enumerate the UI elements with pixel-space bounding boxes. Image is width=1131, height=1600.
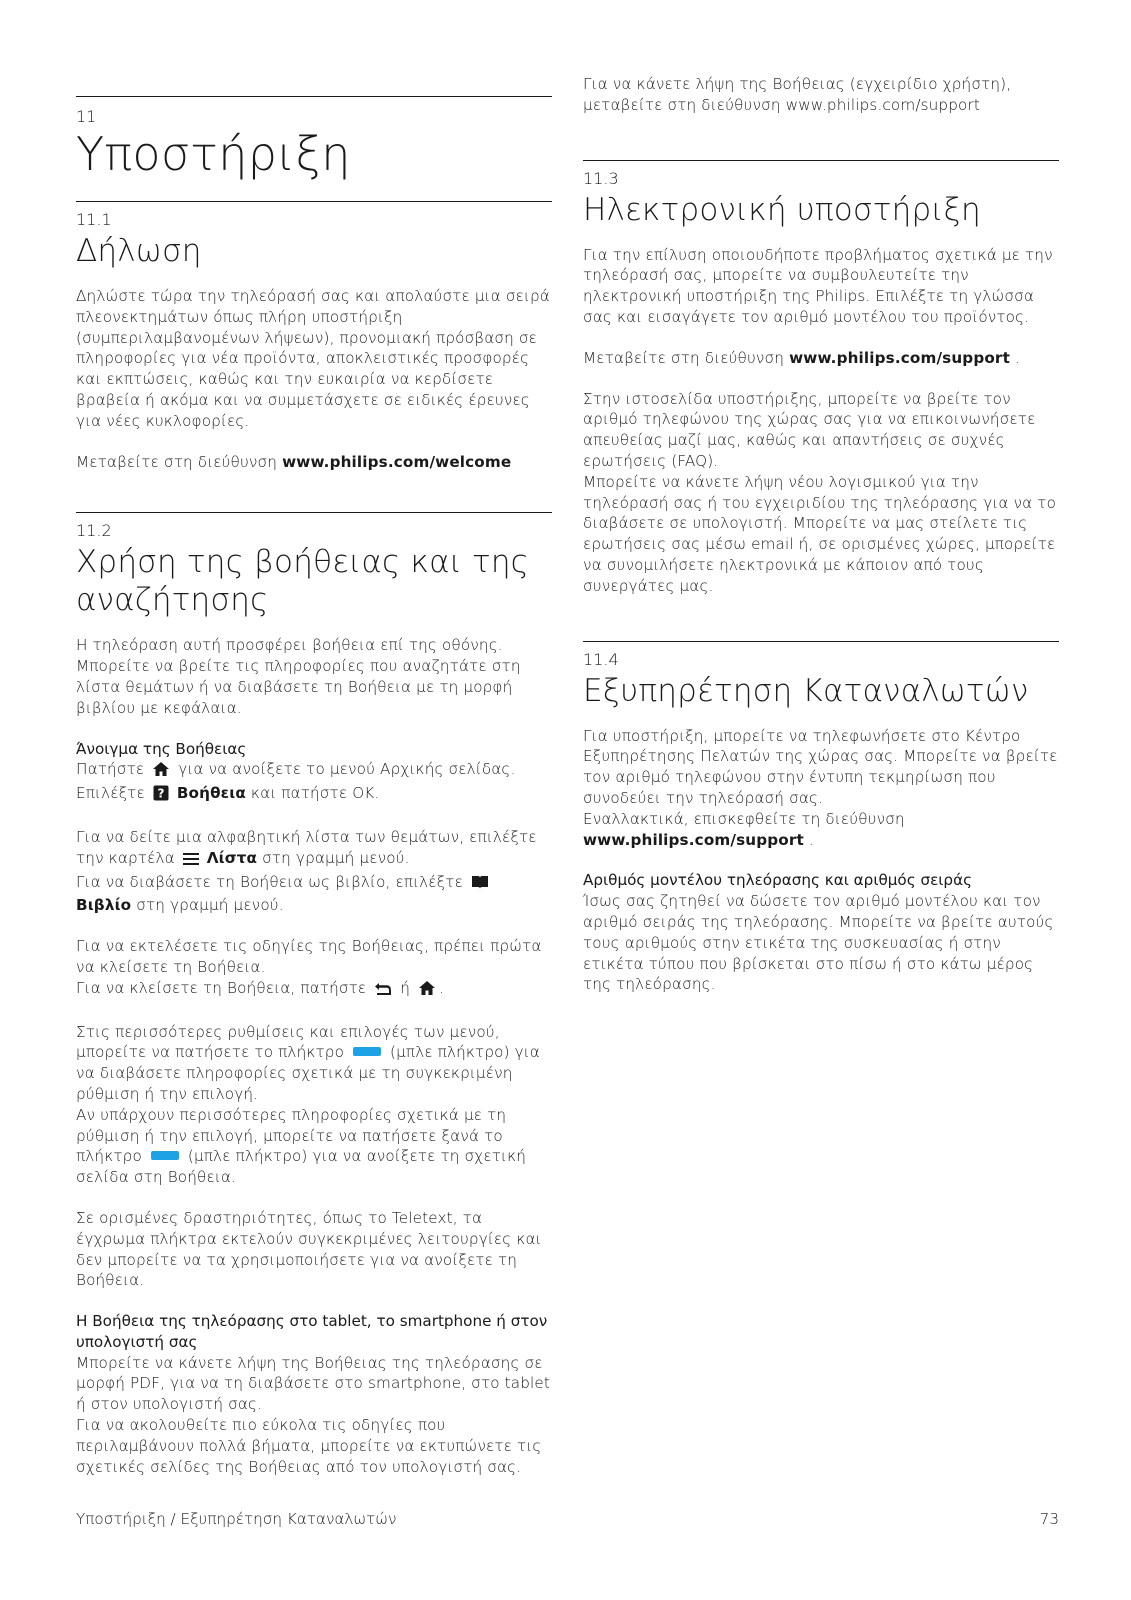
text: . bbox=[1010, 348, 1020, 367]
text: Μεταβείτε στη διεύθυνση bbox=[583, 348, 790, 367]
text: στη γραμμή μενού. bbox=[262, 848, 410, 867]
print-paragraph: Για να ακολουθείτε πιο εύκολα τις οδηγίες που περιλαμβάνουν πολλά βήματα, μπορείτε να εκτυπώνετε τις σχετικές σελίδες της Βοήθειας από τον υπολογιστή σας. bbox=[76, 1416, 542, 1476]
svg-text:?: ? bbox=[157, 786, 165, 801]
text: στη γραμμή μενού. bbox=[136, 896, 284, 915]
section-number: 11.1 bbox=[76, 210, 112, 229]
chapter-rule bbox=[76, 96, 552, 97]
download-help-paragraph: Για να κάνετε λήψη της Βοήθειας (εγχειρίδιο χρήστη), μεταβείτε στη διεύθυνση www.philips.com/support bbox=[583, 75, 1012, 114]
home-icon bbox=[152, 761, 170, 783]
close-help-paragraph: Για να εκτελέσετε τις οδηγίες της Βοήθειας, πρέπει πρώτα να κλείσετε τη Βοήθεια. bbox=[76, 937, 542, 976]
book-icon bbox=[471, 875, 489, 896]
tablet-help-heading: Η Βοήθεια της τηλεόρασης στο tablet, το smartphone ή στον υπολογιστή σας bbox=[76, 1312, 548, 1351]
ok-label: OK bbox=[352, 784, 375, 803]
text: Πατήστε bbox=[76, 760, 145, 779]
back-icon bbox=[374, 981, 392, 1002]
open-help-line-1 bbox=[76, 759, 552, 783]
consumer-link-paragraph bbox=[583, 830, 1059, 851]
text: για να ανοίξετε το μενού Αρχικής σελίδας. bbox=[178, 760, 516, 779]
help-label: Βοήθεια bbox=[176, 784, 246, 803]
teletext-paragraph: Σε ορισμένες δραστηριότητες, όπως το Teletext, τα έγχρωμα πλήκτρα εκτελούν συγκεκριμένες λειτουργίες και δεν μπορείτε να τα χρησιμοποιήσετε για να ανοίξετε τη Βοήθεια. bbox=[76, 1208, 542, 1290]
text: . bbox=[803, 830, 814, 849]
section-title: Δήλωση bbox=[76, 233, 202, 269]
text: Μεταβείτε στη διεύθυνση bbox=[76, 452, 283, 471]
section-title: Εξυπηρέτηση Καταναλωτών bbox=[583, 672, 1029, 709]
support-link[interactable]: www.philips.com/support bbox=[583, 830, 804, 849]
text: (μπλε πλήκτρο) για να ανοίξετε τη σχετική σελίδα στη Βοήθεια. bbox=[76, 1147, 527, 1187]
list-icon bbox=[183, 851, 199, 872]
tablet-paragraph: Μπορείτε να κάνετε λήψη της Βοήθειας της τηλεόρασης σε μορφή PDF, για να τη διαβάσετε στο smartphone, στο tablet ή στον υπολογιστή σας. bbox=[76, 1353, 550, 1414]
text: Επιλέξτε bbox=[76, 784, 145, 803]
page-number: 73 bbox=[1039, 1510, 1059, 1528]
welcome-link[interactable]: www.philips.com/welcome bbox=[282, 452, 512, 471]
text: Αν υπάρχουν περισσότερες πληροφορίες σχετικά με τη ρύθμιση ή την επιλογή, μπορείτε να πατήσετε ξανά το πλήκτρο bbox=[76, 1105, 507, 1166]
question-icon bbox=[153, 785, 169, 807]
help-intro-paragraph: Η τηλεόραση αυτή προσφέρει βοήθεια επί της οθόνης. Μπορείτε να βρείτε τις πληροφορίες που αναζητάτε στη λίστα θεμάτων ή να διαβάσετε τη Βοήθεια με τη μορφή βιβλίου με κεφάλαια. bbox=[76, 636, 521, 717]
blue-key-more-paragraph bbox=[76, 1105, 552, 1188]
text: Για να δείτε μια αλφαβητική λίστα των θεμάτων, επιλέξτε την καρτέλα bbox=[76, 827, 537, 867]
text: (μπλε πλήκτρο) για να διαβάσετε πληροφορίες σχετικά με τη συγκεκριμένη ρύθμιση ή την επιλογή. bbox=[76, 1043, 540, 1103]
list-label: Λίστα bbox=[206, 848, 258, 867]
blue-key-icon bbox=[151, 1151, 179, 1160]
right-column bbox=[583, 74, 1059, 995]
support-page-paragraph: Στην ιστοσελίδα υποστήριξης, μπορείτε να βρείτε τον αριθμό τηλεφώνου της χώρας σας για να επικοινωνήσετε απευθείας μαζί μας, καθώς και απαντήσεις σε συχνές ερωτήσεις (FAQ). bbox=[583, 389, 1036, 470]
text: Στις περισσότερες ρυθμίσεις και επιλογές των μενού, μπορείτε να πατήσετε το πλήκτρο bbox=[76, 1022, 500, 1062]
open-help-line-2 bbox=[76, 783, 552, 807]
chapter-title: Υποστήριξη bbox=[76, 127, 351, 181]
section-rule bbox=[583, 641, 1059, 642]
text: Για να κλείσετε τη Βοήθεια, πατήστε bbox=[76, 978, 367, 997]
blue-key-paragraph bbox=[76, 1022, 552, 1105]
text: ή bbox=[400, 978, 411, 997]
text: . bbox=[439, 978, 444, 997]
section-number: 11.2 bbox=[76, 521, 112, 541]
section-number: 11.3 bbox=[583, 168, 619, 188]
book-paragraph bbox=[76, 872, 552, 917]
welcome-link-paragraph bbox=[76, 452, 552, 473]
close-help-keys-paragraph bbox=[76, 978, 552, 1002]
list-paragraph bbox=[76, 827, 552, 872]
model-serial-paragraph: Ίσως σας ζητηθεί να δώσετε τον αριθμό μοντέλου και τον αριθμό σειράς της τηλεόρασης. Μπορείτε να βρείτε αυτούς τους αριθμούς στην ετικέτα της συσκευασίας ή στην ετικέτα τύπου που βρίσκεται στο πίσω ή στο κάτω μέρος της τηλεόρασης. bbox=[583, 892, 1054, 994]
left-column bbox=[76, 96, 552, 1477]
text: . bbox=[374, 784, 380, 803]
chapter-number: 11 bbox=[76, 107, 97, 126]
footer-breadcrumb: Υποστήριξη / Εξυπηρέτηση Καταναλωτών bbox=[76, 1510, 397, 1528]
section-rule bbox=[583, 160, 1059, 161]
online-support-paragraph: Για την επίλυση οποιουδήποτε προβλήματος σχετικά με την τηλεόρασή σας, μπορείτε να συμβουλευτείτε την ηλεκτρονική υποστήριξη της Philips. Επιλέξτε τη γλώσσα σας και εισαγάγετε τον αριθμό μοντέλου του προϊόντος. bbox=[583, 245, 1053, 326]
book-label: Βιβλίο bbox=[76, 896, 132, 915]
text: Για να διαβάσετε τη Βοήθεια ως βιβλίο, επιλέξτε bbox=[76, 872, 463, 891]
home-icon bbox=[418, 980, 436, 1002]
section-rule bbox=[76, 201, 552, 202]
consumer-care-paragraph: Για υποστήριξη, μπορείτε να τηλεφωνήσετε στο Κέντρο Εξυπηρέτησης Πελατών της χώρας σας. Μπορείτε να βρείτε τον αριθμό τηλεφώνου στην έντυπη τεκμηρίωση που συνοδεύει την τηλεόρασή σας. bbox=[583, 726, 1058, 807]
blue-key-icon bbox=[353, 1047, 381, 1056]
section-title: Ηλεκτρονική υποστήριξη bbox=[583, 191, 981, 228]
section-number: 11.4 bbox=[583, 649, 619, 669]
alternative-paragraph: Εναλλακτικά, επισκεφθείτε τη διεύθυνση bbox=[583, 809, 905, 828]
support-link-paragraph bbox=[583, 348, 1059, 369]
model-serial-heading: Αριθμός μοντέλου τηλεόρασης και αριθμός σειράς bbox=[583, 871, 972, 890]
section-rule bbox=[76, 512, 552, 513]
section-title: Χρήση της βοήθειας και της αναζήτησης bbox=[76, 544, 530, 619]
support-link[interactable]: www.philips.com/support bbox=[789, 348, 1010, 367]
text: και πατήστε bbox=[250, 784, 348, 803]
registration-paragraph: Δηλώστε τώρα την τηλεόρασή σας και απολαύστε μια σειρά πλεονεκτημάτων όπως πλήρη υποστήριξη (συμπεριλαμβανομένων λήψεων), προνομιακή πρόσβαση σε πληροφορίες για νέα προϊόντα, αποκλειστικές προσφορές και εκπτώσεις, καθώς και την ευκαιρία να κερδίσετε βραβεία ή ακόμα και να συμμετάσχετε σε ειδικές έρευνες για νέες κυκλοφορίες. bbox=[76, 287, 550, 430]
software-paragraph: Μπορείτε να κάνετε λήψη νέου λογισμικού για την τηλεόρασή σας ή του εγχειριδίου της τηλεόρασης για να το διαβάσετε σε υπολογιστή. Μπορείτε να μας στείλετε τις ερωτήσεις σας μέσω email ή, σε ορισμένες χώρες, μπορείτε να συνομιλήσετε ηλεκτρονικά με κάποιον από τους συνεργάτες μας. bbox=[583, 472, 1057, 595]
open-help-heading: Άνοιγμα της Βοήθειας bbox=[76, 739, 247, 758]
